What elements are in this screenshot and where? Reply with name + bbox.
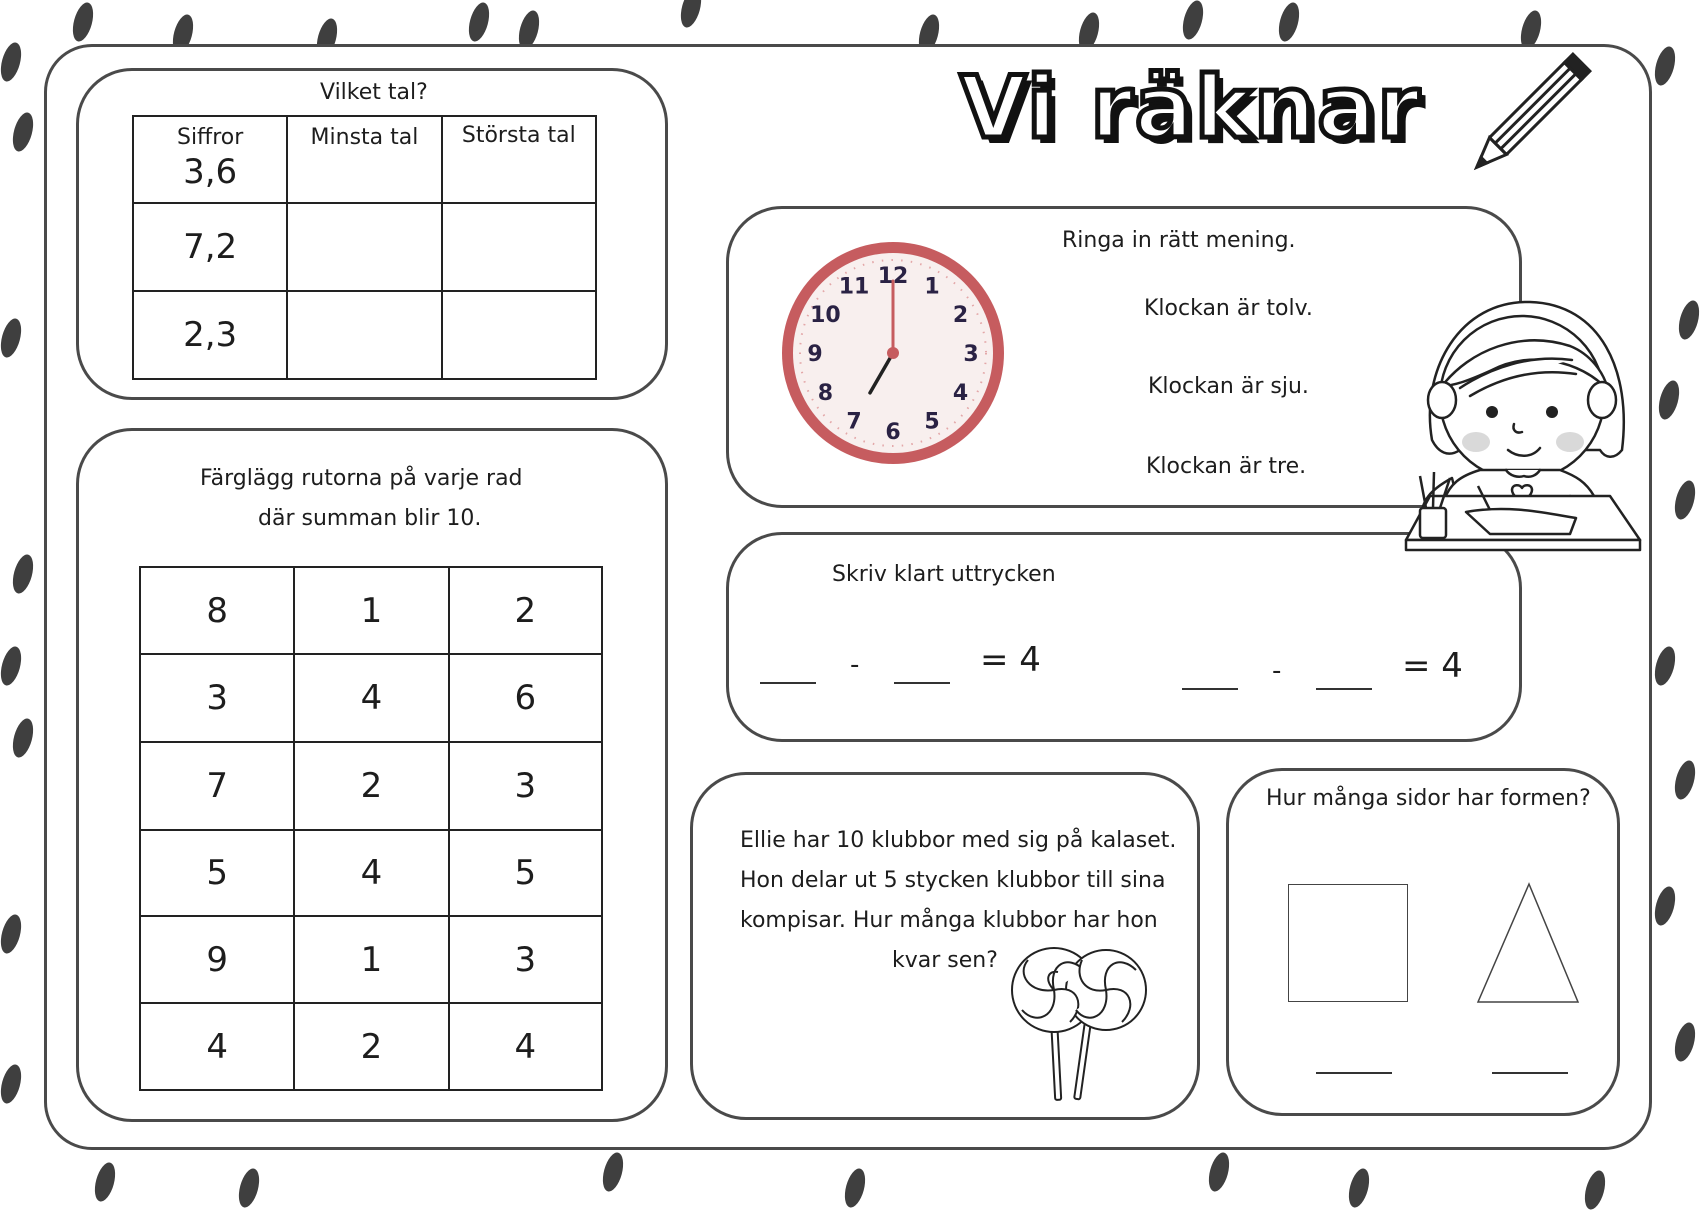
triangle-shape <box>1474 880 1584 1006</box>
grid-cell[interactable]: 9 <box>140 916 294 1003</box>
pencil-icon <box>1452 52 1592 192</box>
clock-number: 3 <box>963 342 979 367</box>
answer-cell[interactable] <box>442 203 596 291</box>
clock-number: 12 <box>877 264 909 289</box>
square-shape <box>1288 884 1408 1002</box>
grid-cell[interactable]: 1 <box>294 567 448 654</box>
grid-cell[interactable]: 3 <box>449 916 602 1003</box>
grid-cell[interactable]: 6 <box>449 654 602 742</box>
header-siffror: Siffror <box>176 125 244 150</box>
answer-blank[interactable] <box>760 682 816 684</box>
clock-number: 10 <box>810 303 841 328</box>
clock-icon <box>776 236 1010 470</box>
grid-cell[interactable]: 4 <box>294 830 448 916</box>
shapes-question: Hur många sidor har formen? <box>1266 786 1591 811</box>
page-title: Vi räknar <box>960 58 1422 158</box>
answer-blank[interactable] <box>1316 688 1372 690</box>
number-cell: 2,3 <box>133 291 287 379</box>
answer-cell[interactable] <box>287 291 441 379</box>
answer-blank[interactable] <box>1492 1072 1568 1074</box>
clock-number: 4 <box>952 381 969 406</box>
number-table-caption: Vilket tal? <box>320 80 428 105</box>
answer-cell[interactable] <box>287 203 441 291</box>
clock-number: 6 <box>885 420 901 445</box>
clock-number: 7 <box>846 409 862 435</box>
answer-blank[interactable] <box>1182 688 1238 690</box>
clock-number: 9 <box>807 342 823 367</box>
grid-cell[interactable]: 4 <box>140 1003 294 1090</box>
expression-instruction: Skriv klart uttrycken <box>832 562 1056 587</box>
operator: - <box>1272 656 1282 686</box>
grid-cell[interactable]: 1 <box>294 916 448 1003</box>
grid-cell[interactable]: 2 <box>294 742 448 830</box>
number-cell: 7,2 <box>133 203 287 291</box>
answer-blank[interactable] <box>1316 1072 1392 1074</box>
grid-cell[interactable]: 5 <box>449 830 602 916</box>
answer-blank[interactable] <box>894 682 950 684</box>
clock-option-3[interactable]: Klockan är tre. <box>1146 454 1307 479</box>
clock-number: 8 <box>817 381 834 406</box>
answer-cell[interactable] <box>442 291 596 379</box>
word-problem-line: Hon delar ut 5 stycken klubbor till sina <box>740 868 1166 893</box>
number-table <box>132 115 597 380</box>
clock-number: 11 <box>838 274 870 300</box>
expression-result: = 4 <box>1402 646 1463 686</box>
word-problem-line: kompisar. Hur många klubbor har hon <box>740 908 1158 933</box>
clock-number: 5 <box>924 409 940 435</box>
operator: - <box>850 650 860 680</box>
grid-cell[interactable]: 3 <box>449 742 602 830</box>
grid-cell[interactable]: 4 <box>294 654 448 742</box>
header-minsta: Minsta tal <box>310 125 419 150</box>
clock-number: 1 <box>924 274 940 300</box>
girl-illustration <box>1400 290 1650 600</box>
word-problem-line: kvar sen? <box>892 948 998 973</box>
grid-cell[interactable]: 4 <box>449 1003 602 1090</box>
grid-cell[interactable]: 8 <box>140 567 294 654</box>
clock-instruction: Ringa in rätt mening. <box>1062 228 1296 253</box>
color-grid-instruction: Färglägg rutorna på varje rad <box>200 466 523 491</box>
color-grid <box>139 566 603 1091</box>
clock-option-2[interactable]: Klockan är sju. <box>1148 374 1309 399</box>
number-cell: 3,6 <box>183 152 238 192</box>
lollipop-icon <box>1008 944 1150 1104</box>
grid-cell[interactable]: 2 <box>449 567 602 654</box>
header-storsta: Största tal <box>461 123 576 148</box>
grid-cell[interactable]: 5 <box>140 830 294 916</box>
grid-cell[interactable]: 2 <box>294 1003 448 1090</box>
word-problem-line: Ellie har 10 klubbor med sig på kalaset. <box>740 828 1177 853</box>
color-grid-instruction: där summan blir 10. <box>258 506 482 531</box>
clock-number: 2 <box>952 303 969 328</box>
clock-option-1[interactable]: Klockan är tolv. <box>1144 296 1313 321</box>
grid-cell[interactable]: 3 <box>140 654 294 742</box>
grid-cell[interactable]: 7 <box>140 742 294 830</box>
expression-result: = 4 <box>980 640 1041 680</box>
